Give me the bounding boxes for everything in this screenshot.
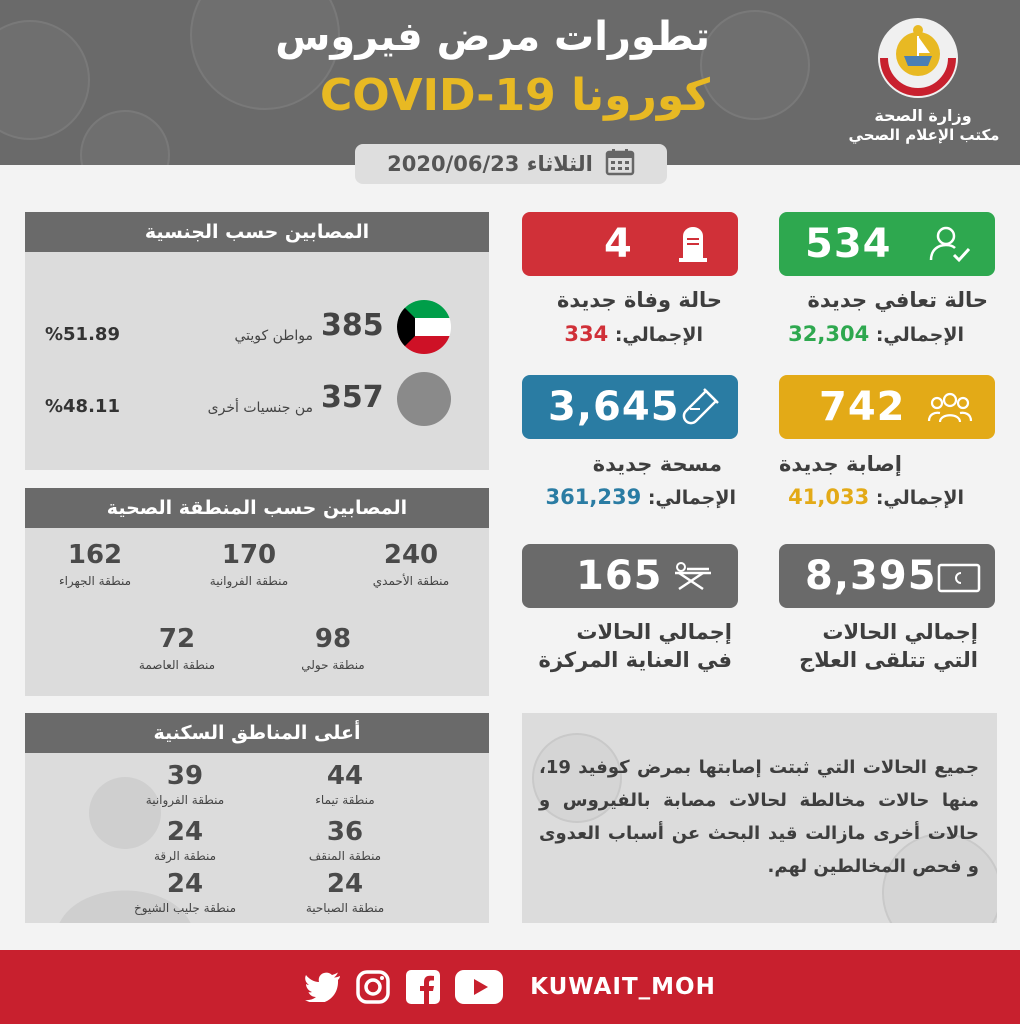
icu-count: 165: [576, 553, 663, 599]
tests-total-label: الإجمالي:: [647, 487, 736, 509]
calendar-icon: [605, 148, 635, 180]
infections-total-label: الإجمالي:: [875, 487, 964, 509]
group-icon: [927, 387, 973, 427]
deaths-total-value: 334: [564, 322, 609, 346]
deaths-total-label: الإجمالي:: [614, 324, 703, 346]
kuwaiti-label: مواطن كويتي: [234, 328, 313, 344]
infections-total: [788, 485, 964, 509]
tests-total: [546, 485, 736, 509]
recovered-caption: حالة تعافي جديدة: [807, 288, 988, 312]
infections-card: [779, 375, 995, 439]
user-check-icon: [927, 224, 973, 264]
youtube-icon[interactable]: [454, 968, 504, 1006]
treatment-caption-line2: التي تتلقى العلاج: [799, 648, 978, 672]
region-count: 72: [158, 624, 196, 654]
area-label: منطقة الفروانية: [145, 793, 225, 807]
regions-title: المصابين حسب المنطقة الصحية: [25, 488, 489, 528]
region-count: 240: [383, 540, 439, 570]
deaths-card: [522, 212, 738, 276]
facebook-icon[interactable]: [404, 968, 442, 1006]
other-count: 357: [321, 380, 384, 415]
area-label: منطقة جليب الشيوخ: [133, 901, 237, 915]
nationality-panel: [25, 212, 489, 470]
area-count: 36: [326, 817, 364, 847]
kuwaiti-percent: %51.89: [45, 324, 120, 345]
area-count: 24: [166, 869, 204, 899]
other-nationality-icon: [397, 372, 451, 426]
infections-total-value: 41,033: [788, 485, 870, 509]
date-text: الثلاثاء 2020/06/23: [387, 152, 593, 176]
deaths-total: [564, 322, 703, 346]
recovered-total-label: الإجمالي:: [875, 324, 964, 346]
kuwaiti-count: 385: [321, 308, 384, 343]
wallet-icon: [937, 556, 981, 596]
region-count: 98: [314, 624, 352, 654]
region-count: 162: [67, 540, 123, 570]
region-label: منطقة حولي: [301, 658, 365, 672]
tests-caption: مسحة جديدة: [592, 452, 722, 476]
social-handle[interactable]: KUWAIT_MOH: [530, 974, 716, 1000]
area-label: منطقة الرقة: [154, 849, 216, 863]
treatment-card: [779, 544, 995, 608]
area-count: 39: [166, 761, 204, 791]
tombstone-icon: [670, 224, 716, 264]
treatment-caption: [738, 618, 978, 674]
region-label: منطقة العاصمة: [138, 658, 216, 672]
infections-count: 742: [819, 384, 906, 430]
other-label: من جنسيات أخرى: [207, 400, 313, 416]
recovered-total-value: 32,304: [788, 322, 870, 346]
area-label: منطقة تيماء: [315, 793, 375, 807]
residential-title: أعلى المناطق السكنية: [25, 713, 489, 753]
twitter-icon[interactable]: [304, 968, 342, 1006]
region-label: منطقة الجهراء: [58, 574, 132, 588]
header-banner: [0, 0, 1020, 165]
title-line-1: تطورات مرض فيروس: [275, 14, 710, 60]
ministry-name: وزارة الصحة: [874, 106, 972, 125]
note-box: [522, 713, 997, 923]
note-text: جميع الحالات التي ثبتت إصابتها بمرض كوفيد 19، منها حالات مخالطة لحالات مصابة بالفيروس و حالات أخرى مازالت قيد البحث عن أسباب العدوى و فحص المخالطين لهم.: [539, 757, 979, 877]
deaths-caption: حالة وفاة جديدة: [556, 288, 722, 312]
area-count: 24: [166, 817, 204, 847]
tests-count: 3,645: [548, 384, 680, 430]
other-percent: %48.11: [45, 396, 120, 417]
residential-panel: [25, 713, 489, 923]
recovered-count: 534: [805, 221, 892, 267]
recovered-card: [779, 212, 995, 276]
region-label: منطقة الأحمدي: [372, 574, 450, 588]
icu-caption: [492, 618, 732, 674]
icu-caption-line2: في العناية المركزة: [538, 648, 732, 672]
area-label: منطقة الصباحية: [305, 901, 385, 915]
instagram-icon[interactable]: [354, 968, 392, 1006]
ministry-office: مكتب الإعلام الصحي: [848, 126, 1000, 144]
footer: [0, 950, 1020, 1024]
treatment-count: 8,395: [805, 553, 937, 599]
area-count: 24: [326, 869, 364, 899]
treatment-caption-line1: إجمالي الحالات: [822, 620, 978, 644]
region-label: منطقة الفروانية: [209, 574, 289, 588]
tests-card: [522, 375, 738, 439]
area-label: منطقة المنقف: [308, 849, 382, 863]
region-count: 170: [221, 540, 277, 570]
area-count: 44: [326, 761, 364, 791]
recovered-total: [788, 322, 964, 346]
title-line-2: كورونا COVID-19: [320, 70, 710, 121]
icu-card: [522, 544, 738, 608]
regions-panel: [25, 488, 489, 696]
deaths-count: 4: [604, 221, 633, 267]
kuwait-flag-icon: [397, 300, 451, 354]
kuwait-emblem-icon: [874, 14, 962, 102]
infections-caption: إصابة جديدة: [779, 452, 902, 476]
nationality-title: المصابين حسب الجنسية: [25, 212, 489, 252]
icu-caption-line1: إجمالي الحالات: [576, 620, 732, 644]
date-pill: [355, 144, 667, 184]
hospital-bed-icon: [670, 556, 716, 596]
tests-total-value: 361,239: [545, 485, 642, 509]
test-tube-icon: [680, 387, 720, 427]
